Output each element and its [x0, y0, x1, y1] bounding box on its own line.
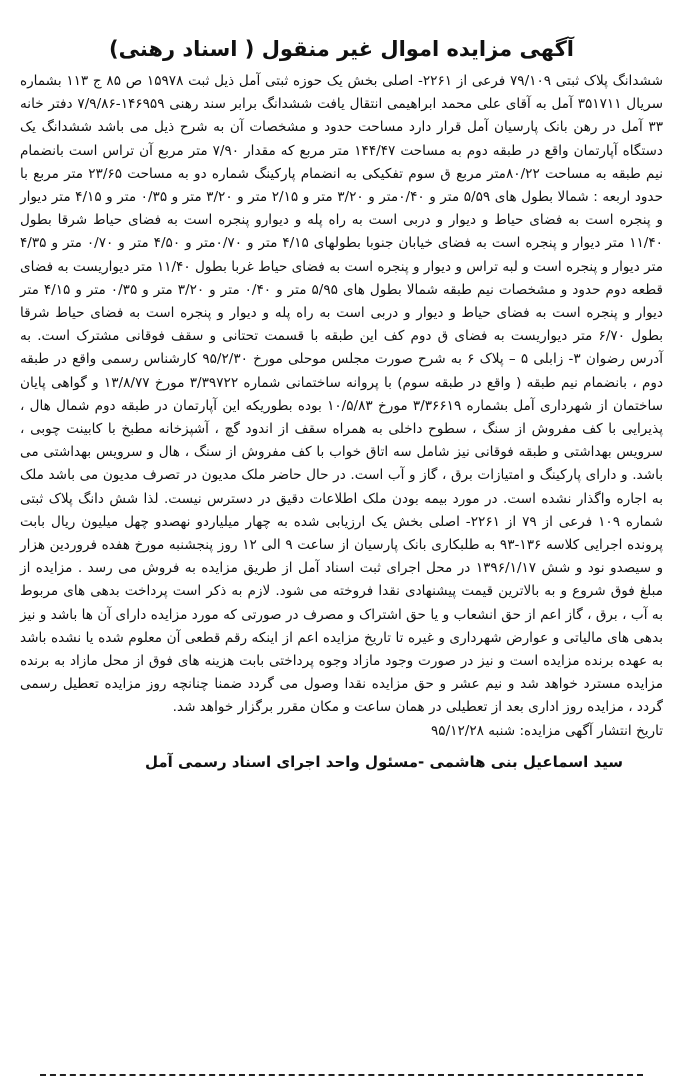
notice-body: ششدانگ پلاک ثبتی ۷۹/۱۰۹ فرعی از ۲۲۶۱- اصلی بخش یک حوزه ثبتی آمل ذیل ثبت ۱۵۹۷۸ ص ۸۵ ج ۱۱۳ بشماره سریال ۳۵۱۷۱۱ آمل به آقای علی محمد ابراهیمی انتقال یافت ششدانگ برابر سند رهنی ۱۴۶۹۵۹-۷/۹/۸۶ دفتر خانه ۳۳ آمل در رهن بانک پارسیان آمل قرار دارد مساحت حدود و مشخصات آن به شرح ذیل می باشد ششدانگ یک دستگاه آپارتمان واقع در طبقه دوم به مساحت ۱۴۴/۴۷ متر مربع که مقدار ۷/۹۰ متر مربع آن تراس است بانضمام نیم طبقه به مساحت ۸۰/۲۲متر مربع ق سوم تفکیکی به انضمام پارکینگ شماره دو به مساحت ۲۳/۶۵ متر مربع با حدود اربعه : شمالا بطول های ۵/۵۹ متر و ۰/۴۰متر و ۳/۲۰ متر و ۲/۱۵ متر و ۳/۲۰ متر و ۰/۳۵ متر و ۴/۱۵ متر دیوار و پنجره است به فضای حیاط و دیوار و دربی است به راه پله و دیوارو پنجره است به فضای حیاط شرقا بطول ۱۱/۴۰ متر دیوار و پنجره است به فضای خیابان جنوبا بطولهای ۴/۱۵ متر و ۰/۷۰متر و ۴/۵۰ متر و ۰/۷۰ متر و ۴/۳۵ متر دیوار و پنجره است و لبه تراس و دیوار و پنجره است به فضای حیاط غربا بطول ۱۱/۴۰ متر دیواریست به فضای قطعه دوم حدود و مشخصات نیم طبقه شمالا بطول های ۵/۹۵ متر و ۰/۴۰ متر و ۳/۲۰ متر و ۰/۳۵ متر و ۴/۱۵ متر دیوار و پنجره است به فضای حیاط و دیوار و دربی است به راه پله و دیوار و پنجره است به فضای حیاط شرقا بطول ۶/۷۰ متر دیواریست به فضای ق دوم کف این طبقه با قسمت تحتانی و سقف فوقانی مشترک است. به آدرس رضوان ۳- زابلی ۵ – پلاک ۶ به شرح صورت مجلس موحلی مورخ ۹۵/۲/۳۰ کارشناس رسمی واقع در طبقه دوم ، بانضمام نیم طبقه ( واقع در طبقه سوم) با پروانه ساختمانی شماره ۳/۳۹۷۲۲ مورخ ۱۳/۸/۷۷ و گواهی پایان ساختمان از شهرداری آمل بشماره ۳/۳۶۶۱۹ مورخ ۱۰/۵/۸۳ بوده بطوریکه این آپارتمان در طبقه دوم شمال هال ، پذیرایی با کف مفروش از سنگ ، سطوح داخلی به همراه سقف از اندود گچ ، آشپزخانه مطبخ با کابینت چوبی ، سرویس بهداشتی و طبقه فوقانی نیز شامل سه اتاق خواب با کف مفروش از سنگ ، هال و سرویس بهداشتی می باشد. و دارای پارکینگ و امتیازات برق ، گاز و آب است. در حال حاضر ملک مدیون در تصرف مدیون می باشد ملک به اجاره واگذار نشده است. در مورد بیمه بودن ملک اطلاعات دقیق در دسترس نیست. لذا شش دانگ پلاک ثبتی شماره ۱۰۹ فرعی از ۷۹ از ۲۲۶۱- اصلی بخش یک ارزیابی شده به چهار میلیاردو نهصدو چهل میلیون ریال بابت پرونده اجرایی کلاسه ۱۳۶-۹۳ به طلبکاری بانک پارسیان از ساعت ۹ الی ۱۲ روز پنجشنبه مورخ هفده فروردین هزار و سیصدو نود و شش ۱۳۹۶/۱/۱۷ در محل اجرای ثبت اسناد آمل از طریق مزایده به فروش می رسد . مزایده از مبلغ فوق شروع و به بالاترین قیمت پیشنهادی نقدا فروخته می شود. لازم به ذکر است پرداخت بدهی های مربوط به آب ، برق ، گاز اعم از حق انشعاب و یا حق اشتراک و مصرف در صورتی که مورد مزایده دارای آن ها باشد و نیز بدهی های مالیاتی و عوارض شهرداری و غیره تا تاریخ مزایده اعم از اینکه رقم قطعی آن معلوم شده یا نشده باشد به عهده برنده مزایده است و نیز در صورت وجود مازاد وجوه پرداختی بابت هزینه های فوق از محل مازاد به برنده مزایده مسترد خواهد شد و نیم عشر و حق مزایده نقدا وصول می گردد ضمنا چنانچه روز مزایده تعطیل رسمی گردد ، مزایده روز اداری بعد از تعطیلی در همان ساعت و مکان مقرر برگزار خواهد شد. — [20, 73, 664, 716]
publication-date: تاریخ انتشار آگهی مزایده: شنبه ۹۵/۱۲/۲۸ — [430, 722, 663, 739]
signature: سید اسماعیل بنی هاشمی -مسئول واحد اجرای اسناد رسمی آمل — [144, 752, 623, 771]
bottom-divider — [40, 1074, 643, 1076]
notice-title: آگهی مزایده اموال غیر منقول ( اسناد رهنی) — [109, 37, 574, 61]
